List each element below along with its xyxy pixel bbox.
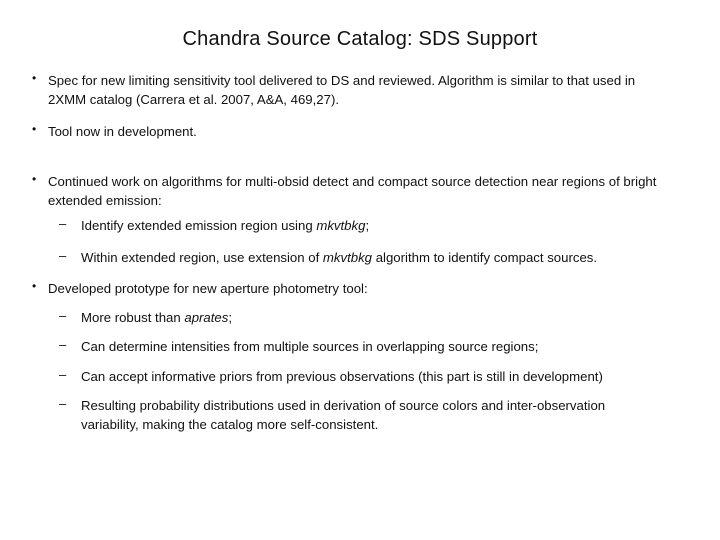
bullet-marker: • bbox=[32, 122, 37, 136]
bullet-marker: • bbox=[32, 279, 37, 293]
dash-marker: – bbox=[59, 216, 67, 231]
dash-marker: – bbox=[59, 396, 67, 411]
bullet-4-text: Developed prototype for new aperture photometry tool: bbox=[48, 281, 368, 296]
dash-marker: – bbox=[59, 308, 67, 323]
dash-marker: – bbox=[59, 248, 67, 263]
sub-item: Within extended region, use extension of mkvtbkg algorithm to identify compact sources. bbox=[81, 250, 598, 265]
bullet-3-text: Continued work on algorithms for multi-obsid detect and compact source detection near regions of bright extended emission: bbox=[48, 174, 657, 208]
bullet-2-text: Tool now in development. bbox=[48, 124, 197, 139]
slide-title: Chandra Source Catalog: SDS Support bbox=[182, 28, 538, 50]
sub-item: Can accept informative priors from previous observations (this part is still in development) bbox=[81, 369, 603, 384]
sub-item: Resulting probability distributions used in derivation of source colors and inter-observation variability, making the catalog more self-consistent. bbox=[81, 398, 606, 432]
bullet-1-text: Spec for new limiting sensitivity tool delivered to DS and reviewed. Algorithm is similar to that used in 2XMM catalog (Carrera et al. 2007, A&A, 469,27). bbox=[48, 73, 636, 107]
sub-item: Identify extended emission region using mkvtbkg; bbox=[81, 218, 370, 233]
sub-item: More robust than aprates; bbox=[81, 310, 233, 325]
dash-marker: – bbox=[59, 337, 67, 352]
dash-marker: – bbox=[59, 367, 67, 382]
bullet-marker: • bbox=[32, 172, 37, 186]
sub-item: Can determine intensities from multiple sources in overlapping source regions; bbox=[81, 339, 539, 354]
bullet-marker: • bbox=[32, 71, 37, 85]
